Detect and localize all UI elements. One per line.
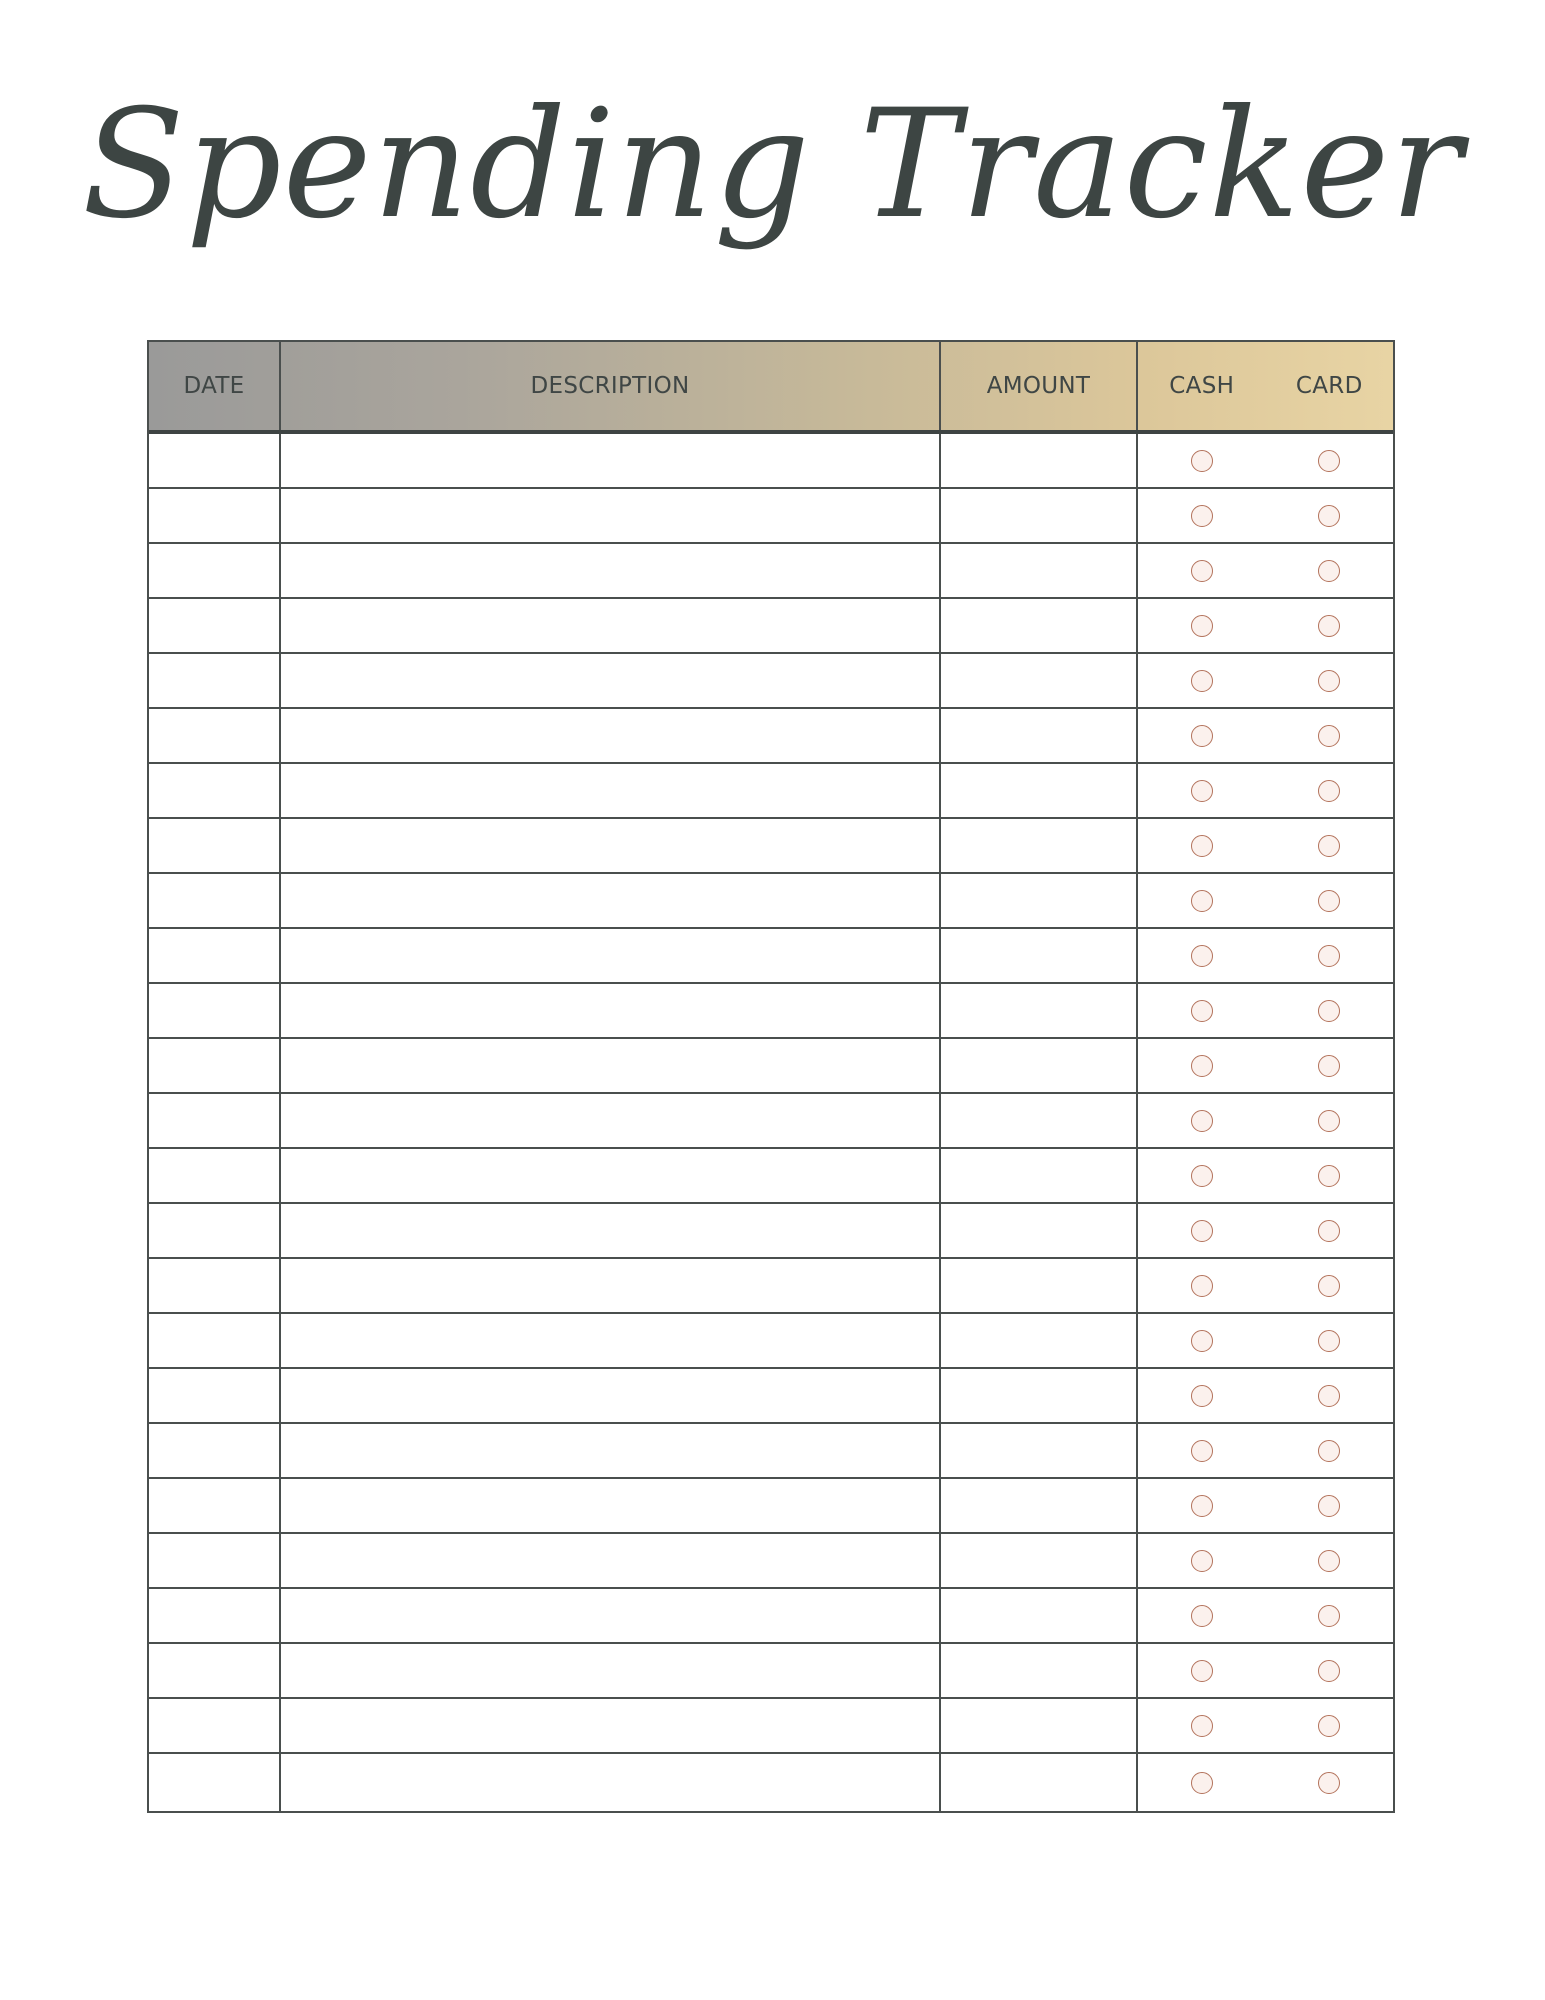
date-cell[interactable] xyxy=(149,1259,281,1312)
amount-cell[interactable] xyxy=(941,1589,1138,1642)
amount-cell[interactable] xyxy=(941,1094,1138,1147)
card-option xyxy=(1266,1424,1394,1477)
description-cell[interactable] xyxy=(281,1369,941,1422)
payment-cell xyxy=(1138,819,1393,872)
cash-radio[interactable] xyxy=(1191,945,1213,967)
amount-cell[interactable] xyxy=(941,1259,1138,1312)
table-row xyxy=(149,489,1393,544)
card-option xyxy=(1266,1259,1394,1312)
cash-radio[interactable] xyxy=(1191,560,1213,582)
description-cell[interactable] xyxy=(281,1314,941,1367)
cash-radio[interactable] xyxy=(1191,1605,1213,1627)
date-cell[interactable] xyxy=(149,544,281,597)
cash-option xyxy=(1138,1039,1266,1092)
amount-cell[interactable] xyxy=(941,929,1138,982)
table-row xyxy=(149,599,1393,654)
table-row xyxy=(149,544,1393,599)
card-option xyxy=(1266,489,1394,542)
table-row xyxy=(149,1589,1393,1644)
cash-option xyxy=(1138,1754,1266,1811)
date-cell[interactable] xyxy=(149,1479,281,1532)
date-cell[interactable] xyxy=(149,1314,281,1367)
date-cell[interactable] xyxy=(149,1149,281,1202)
cash-option xyxy=(1138,929,1266,982)
cash-radio[interactable] xyxy=(1191,725,1213,747)
cash-radio[interactable] xyxy=(1191,1330,1213,1352)
date-cell[interactable] xyxy=(149,1589,281,1642)
cash-radio[interactable] xyxy=(1191,1165,1213,1187)
card-option xyxy=(1266,709,1394,762)
card-radio[interactable] xyxy=(1318,1385,1340,1407)
table-row xyxy=(149,874,1393,929)
payment-cell xyxy=(1138,599,1393,652)
description-cell[interactable] xyxy=(281,709,941,762)
payment-cell xyxy=(1138,1314,1393,1367)
cash-option xyxy=(1138,1699,1266,1752)
date-cell[interactable] xyxy=(149,1094,281,1147)
card-option xyxy=(1266,764,1394,817)
cash-option xyxy=(1138,984,1266,1037)
card-radio[interactable] xyxy=(1318,1605,1340,1627)
card-option xyxy=(1266,654,1394,707)
card-radio[interactable] xyxy=(1318,1110,1340,1132)
cash-radio[interactable] xyxy=(1191,1110,1213,1132)
card-radio[interactable] xyxy=(1318,945,1340,967)
payment-cell xyxy=(1138,654,1393,707)
description-cell[interactable] xyxy=(281,1204,941,1257)
table-row xyxy=(149,1149,1393,1204)
card-radio[interactable] xyxy=(1318,450,1340,472)
date-cell[interactable] xyxy=(149,1424,281,1477)
card-radio[interactable] xyxy=(1318,1715,1340,1737)
cash-radio[interactable] xyxy=(1191,1275,1213,1297)
card-option xyxy=(1266,1754,1394,1811)
date-cell[interactable] xyxy=(149,489,281,542)
payment-cell xyxy=(1138,1204,1393,1257)
date-cell[interactable] xyxy=(149,1204,281,1257)
table-body xyxy=(149,434,1393,1811)
card-option xyxy=(1266,929,1394,982)
payment-cell xyxy=(1138,1534,1393,1587)
description-cell[interactable] xyxy=(281,1699,941,1752)
cash-option xyxy=(1138,1094,1266,1147)
date-cell[interactable] xyxy=(149,819,281,872)
payment-cell xyxy=(1138,874,1393,927)
card-option xyxy=(1266,1534,1394,1587)
payment-cell xyxy=(1138,489,1393,542)
cash-radio[interactable] xyxy=(1191,615,1213,637)
payment-cell xyxy=(1138,1259,1393,1312)
card-radio[interactable] xyxy=(1318,1055,1340,1077)
header-description: DESCRIPTION xyxy=(281,342,941,430)
description-cell[interactable] xyxy=(281,819,941,872)
cash-radio[interactable] xyxy=(1191,890,1213,912)
cash-option xyxy=(1138,654,1266,707)
header-card: CARD xyxy=(1295,373,1363,399)
card-option xyxy=(1266,434,1394,487)
amount-cell[interactable] xyxy=(941,1644,1138,1697)
card-radio[interactable] xyxy=(1318,670,1340,692)
card-option xyxy=(1266,1039,1394,1092)
date-cell[interactable] xyxy=(149,984,281,1037)
description-cell[interactable] xyxy=(281,1149,941,1202)
amount-cell[interactable] xyxy=(941,1039,1138,1092)
payment-cell xyxy=(1138,434,1393,487)
cash-option xyxy=(1138,1204,1266,1257)
table-row xyxy=(149,1754,1393,1811)
table-row xyxy=(149,1259,1393,1314)
date-cell[interactable] xyxy=(149,654,281,707)
card-radio[interactable] xyxy=(1318,1495,1340,1517)
cash-radio[interactable] xyxy=(1191,1772,1213,1794)
card-radio[interactable] xyxy=(1318,1440,1340,1462)
card-option xyxy=(1266,599,1394,652)
table-row xyxy=(149,1644,1393,1699)
amount-cell[interactable] xyxy=(941,1754,1138,1811)
payment-cell xyxy=(1138,1479,1393,1532)
payment-cell xyxy=(1138,1094,1393,1147)
header-payment xyxy=(1138,342,1393,430)
card-option xyxy=(1266,1479,1394,1532)
date-cell[interactable] xyxy=(149,709,281,762)
description-cell[interactable] xyxy=(281,1424,941,1477)
payment-cell xyxy=(1138,1589,1393,1642)
cash-option xyxy=(1138,874,1266,927)
cash-radio[interactable] xyxy=(1191,1000,1213,1022)
cash-radio[interactable] xyxy=(1191,1715,1213,1737)
description-cell[interactable] xyxy=(281,1534,941,1587)
amount-cell[interactable] xyxy=(941,709,1138,762)
cash-option xyxy=(1138,819,1266,872)
payment-cell xyxy=(1138,929,1393,982)
amount-cell[interactable] xyxy=(941,1699,1138,1752)
cash-option xyxy=(1138,1424,1266,1477)
amount-cell[interactable] xyxy=(941,654,1138,707)
table-row xyxy=(149,1369,1393,1424)
amount-cell[interactable] xyxy=(941,874,1138,927)
date-cell[interactable] xyxy=(149,929,281,982)
cash-radio[interactable] xyxy=(1191,1055,1213,1077)
cash-radio[interactable] xyxy=(1191,1220,1213,1242)
cash-radio[interactable] xyxy=(1191,1660,1213,1682)
date-cell[interactable] xyxy=(149,1534,281,1587)
description-cell[interactable] xyxy=(281,764,941,817)
amount-cell[interactable] xyxy=(941,489,1138,542)
payment-cell xyxy=(1138,984,1393,1037)
card-option xyxy=(1266,874,1394,927)
description-cell[interactable] xyxy=(281,1589,941,1642)
payment-cell xyxy=(1138,544,1393,597)
page-title: Spending Tracker xyxy=(81,78,1463,252)
description-cell[interactable] xyxy=(281,1754,941,1811)
table-row xyxy=(149,434,1393,489)
amount-cell[interactable] xyxy=(941,1534,1138,1587)
table-header xyxy=(149,342,1393,434)
description-cell[interactable] xyxy=(281,599,941,652)
table-row xyxy=(149,709,1393,764)
description-cell[interactable] xyxy=(281,654,941,707)
cash-radio[interactable] xyxy=(1191,835,1213,857)
amount-cell[interactable] xyxy=(941,1369,1138,1422)
amount-cell[interactable] xyxy=(941,544,1138,597)
payment-cell xyxy=(1138,1424,1393,1477)
card-radio[interactable] xyxy=(1318,1220,1340,1242)
table-row xyxy=(149,819,1393,874)
table-row xyxy=(149,1039,1393,1094)
description-cell[interactable] xyxy=(281,984,941,1037)
card-option xyxy=(1266,1369,1394,1422)
card-radio[interactable] xyxy=(1318,1165,1340,1187)
table-row xyxy=(149,1424,1393,1479)
cash-option xyxy=(1138,1534,1266,1587)
table-row xyxy=(149,1479,1393,1534)
description-cell[interactable] xyxy=(281,1479,941,1532)
description-cell[interactable] xyxy=(281,434,941,487)
cash-option xyxy=(1138,599,1266,652)
amount-cell[interactable] xyxy=(941,1204,1138,1257)
amount-cell[interactable] xyxy=(941,434,1138,487)
header-date: DATE xyxy=(149,342,281,430)
amount-cell[interactable] xyxy=(941,764,1138,817)
payment-cell xyxy=(1138,1039,1393,1092)
description-cell[interactable] xyxy=(281,1259,941,1312)
payment-cell xyxy=(1138,1754,1393,1811)
cash-radio[interactable] xyxy=(1191,780,1213,802)
cash-radio[interactable] xyxy=(1191,505,1213,527)
description-cell[interactable] xyxy=(281,1094,941,1147)
cash-option xyxy=(1138,1479,1266,1532)
cash-option xyxy=(1138,434,1266,487)
card-radio[interactable] xyxy=(1318,780,1340,802)
description-cell[interactable] xyxy=(281,1644,941,1697)
amount-cell[interactable] xyxy=(941,1479,1138,1532)
card-option xyxy=(1266,1204,1394,1257)
card-radio[interactable] xyxy=(1318,835,1340,857)
description-cell[interactable] xyxy=(281,874,941,927)
date-cell[interactable] xyxy=(149,764,281,817)
cash-radio[interactable] xyxy=(1191,1385,1213,1407)
amount-cell[interactable] xyxy=(941,599,1138,652)
table-row xyxy=(149,654,1393,709)
spending-table xyxy=(147,340,1395,1813)
table-row xyxy=(149,1314,1393,1369)
header-cash: CASH xyxy=(1169,373,1235,399)
amount-cell[interactable] xyxy=(941,1314,1138,1367)
payment-cell xyxy=(1138,1699,1393,1752)
table-row xyxy=(149,984,1393,1039)
cash-option xyxy=(1138,1314,1266,1367)
card-option xyxy=(1266,1314,1394,1367)
description-cell[interactable] xyxy=(281,544,941,597)
date-cell[interactable] xyxy=(149,434,281,487)
card-option xyxy=(1266,544,1394,597)
cash-option xyxy=(1138,489,1266,542)
cash-option xyxy=(1138,709,1266,762)
cash-radio[interactable] xyxy=(1191,1495,1213,1517)
amount-cell[interactable] xyxy=(941,1149,1138,1202)
card-radio[interactable] xyxy=(1318,505,1340,527)
amount-cell[interactable] xyxy=(941,1424,1138,1477)
card-option xyxy=(1266,1644,1394,1697)
cash-option xyxy=(1138,764,1266,817)
amount-cell[interactable] xyxy=(941,819,1138,872)
description-cell[interactable] xyxy=(281,929,941,982)
table-row xyxy=(149,929,1393,984)
date-cell[interactable] xyxy=(149,1039,281,1092)
cash-radio[interactable] xyxy=(1191,450,1213,472)
table-row xyxy=(149,764,1393,819)
card-radio[interactable] xyxy=(1318,1772,1340,1794)
card-option xyxy=(1266,1589,1394,1642)
table-row xyxy=(149,1699,1393,1754)
payment-cell xyxy=(1138,1369,1393,1422)
table-row xyxy=(149,1204,1393,1259)
card-option xyxy=(1266,1699,1394,1752)
card-radio[interactable] xyxy=(1318,560,1340,582)
date-cell[interactable] xyxy=(149,1699,281,1752)
cash-option xyxy=(1138,1644,1266,1697)
cash-option xyxy=(1138,1369,1266,1422)
card-radio[interactable] xyxy=(1318,1330,1340,1352)
table-row xyxy=(149,1534,1393,1589)
card-option xyxy=(1266,1094,1394,1147)
header-amount: AMOUNT xyxy=(941,342,1138,430)
table-row xyxy=(149,1094,1393,1149)
payment-cell xyxy=(1138,1149,1393,1202)
cash-radio[interactable] xyxy=(1191,1550,1213,1572)
date-cell[interactable] xyxy=(149,1644,281,1697)
date-cell[interactable] xyxy=(149,874,281,927)
payment-cell xyxy=(1138,709,1393,762)
card-option xyxy=(1266,819,1394,872)
card-option xyxy=(1266,984,1394,1037)
card-option xyxy=(1266,1149,1394,1202)
card-radio[interactable] xyxy=(1318,1000,1340,1022)
card-radio[interactable] xyxy=(1318,890,1340,912)
date-cell[interactable] xyxy=(149,599,281,652)
date-cell[interactable] xyxy=(149,1754,281,1811)
card-radio[interactable] xyxy=(1318,725,1340,747)
payment-cell xyxy=(1138,1644,1393,1697)
cash-radio[interactable] xyxy=(1191,670,1213,692)
cash-radio[interactable] xyxy=(1191,1440,1213,1462)
cash-option xyxy=(1138,1259,1266,1312)
payment-cell xyxy=(1138,764,1393,817)
card-radio[interactable] xyxy=(1318,1275,1340,1297)
date-cell[interactable] xyxy=(149,1369,281,1422)
amount-cell[interactable] xyxy=(941,984,1138,1037)
cash-option xyxy=(1138,1149,1266,1202)
cash-option xyxy=(1138,1589,1266,1642)
cash-option xyxy=(1138,544,1266,597)
description-cell[interactable] xyxy=(281,489,941,542)
card-radio[interactable] xyxy=(1318,1660,1340,1682)
card-radio[interactable] xyxy=(1318,1550,1340,1572)
description-cell[interactable] xyxy=(281,1039,941,1092)
card-radio[interactable] xyxy=(1318,615,1340,637)
